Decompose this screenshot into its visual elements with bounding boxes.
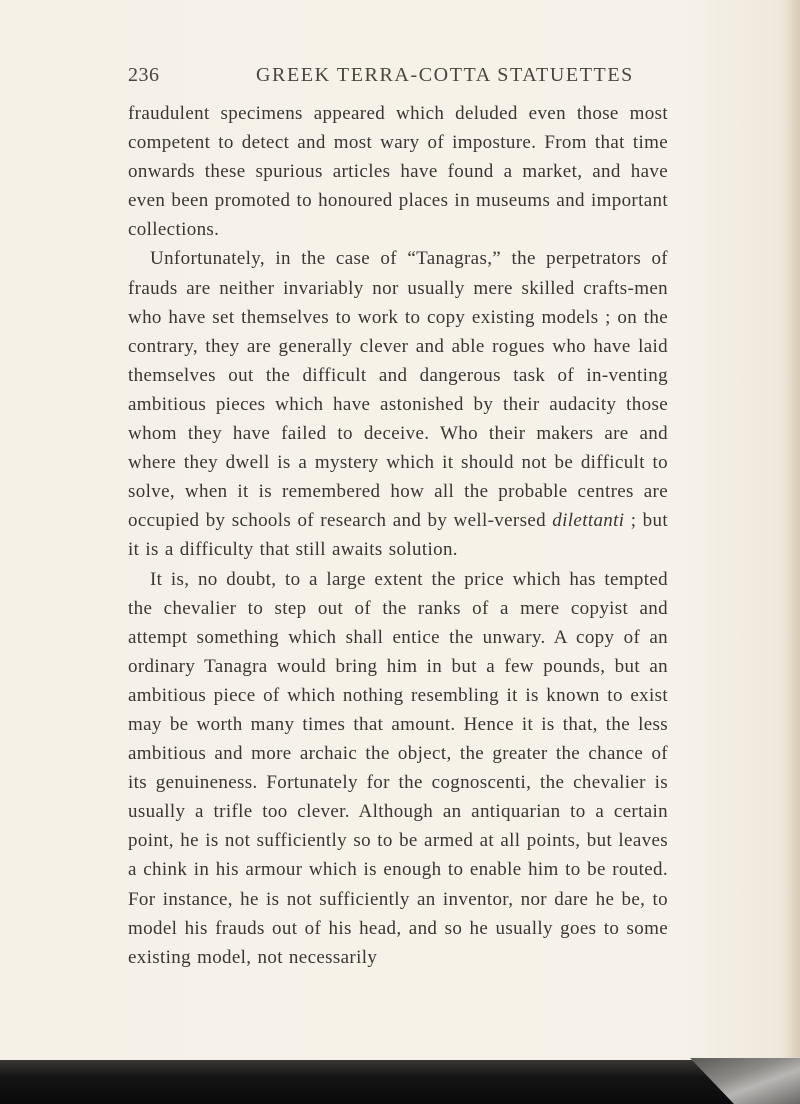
- scan-bottom-shadow: [0, 1060, 800, 1104]
- running-title: GREEK TERRA-COTTA STATUETTES: [256, 64, 634, 86]
- paragraph-2: [128, 244, 668, 564]
- page-number: 236: [128, 64, 160, 86]
- page-header: [128, 64, 668, 92]
- paragraph-3-text: It is, no doubt, to a large extent the price which has tempted the chevalier to step out of the ranks of a mere copyist and attempt something which shall entice the unwary. A copy of an ordinary Tanagra would bring him in but a few pounds, but an ambitious piece of which nothing resembling it is known to exist may be worth many times that amount. Hence it is that, the less ambitious and more archaic the object, the greater the chance of its genuineness. Fortunately for the cognoscenti, the chevalier is usually a trifle too clever. Although an antiquarian to a certain point, he is not sufficiently so to be armed at all points, but leaves a chink in his armour which is enough to enable him to be routed. For instance, he is not sufficiently an inventor, nor dare he be, to model his frauds out of his head, and so he usually goes to some existing model, not necessarily: [128, 568, 668, 968]
- paragraph-1: [128, 99, 668, 244]
- page-edge-shadow: [786, 0, 800, 1104]
- paragraph-1-text: fraudulent specimens appeared which deluded even those most competent to detect and most wary of imposture. From that time onwards these spurious articles have found a market, and have even been promoted to honoured places in museums and important collections.: [128, 103, 668, 241]
- paragraph-2-text-b: ; but it is a difficulty that still awaits solution.: [128, 510, 668, 561]
- body-text: [128, 99, 668, 972]
- italic-term: dilettanti: [552, 510, 625, 532]
- paragraph-3: [128, 565, 668, 972]
- paragraph-2-text-a: Unfortunately, in the case of “Tanagras,” the perpetrators of frauds are neither invariably nor usually mere skilled crafts-men who have set themselves to work to copy existing models ; on the contrary, they are generally clever and able rogues who have laid themselves out the difficult and dangerous task of in-venting ambitious pieces which have astonished by their audacity those whom they have failed to deceive. Who their makers are and where they dwell is a mystery which it should not be difficult to solve, when it is remembered how all the probable centres are occupied by schools of research and by well-versed: [128, 248, 668, 532]
